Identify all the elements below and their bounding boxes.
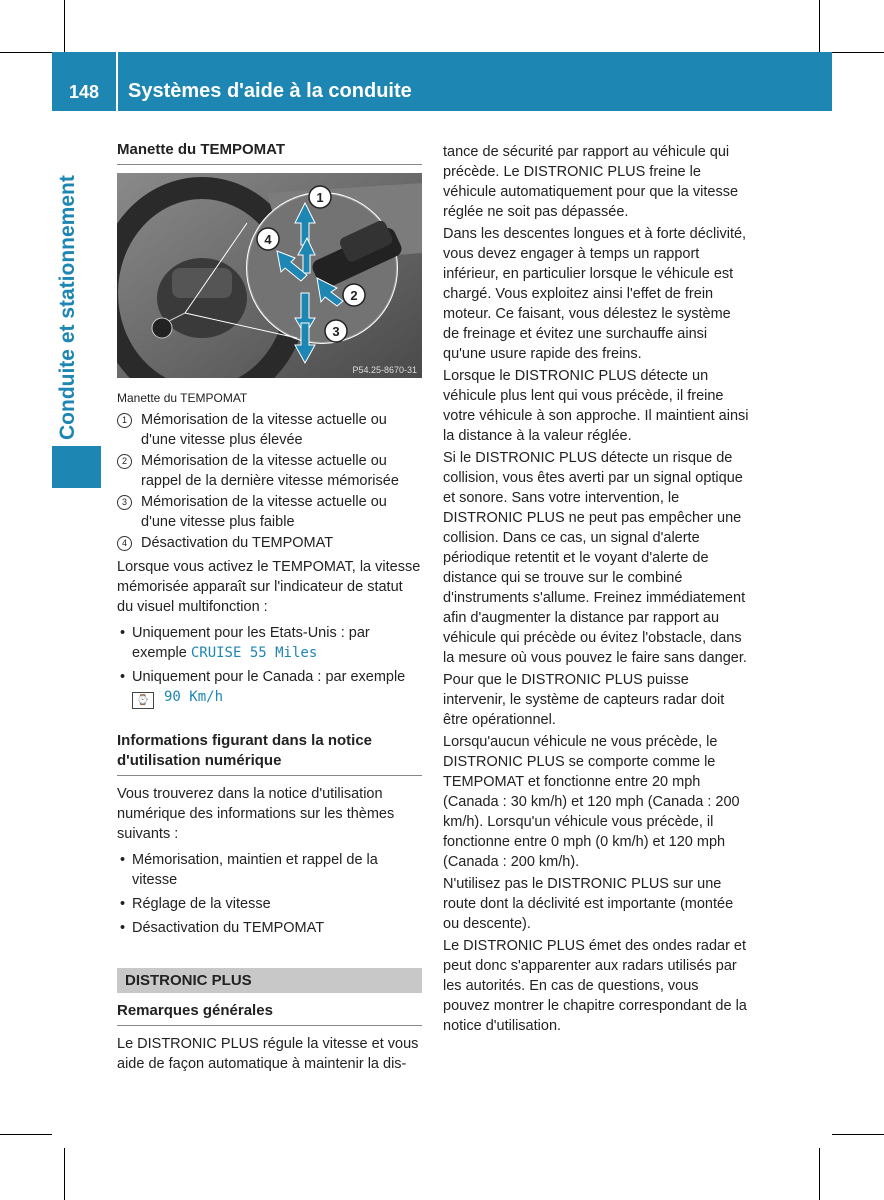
- speedometer-icon: ⌚: [132, 692, 154, 709]
- list-item: [117, 623, 422, 663]
- list-item: [117, 850, 422, 890]
- callout-3-label: 3: [332, 324, 340, 339]
- callout-3: [325, 320, 347, 342]
- page-title: Systèmes d'aide à la conduite: [128, 80, 412, 102]
- list-item: [117, 667, 422, 709]
- numbered-list: [117, 410, 422, 553]
- page-header: [52, 52, 832, 111]
- item-text: Mémorisation de la vitesse actuelle ou d'une vitesse plus élevée: [141, 412, 387, 448]
- bullet-list: [117, 623, 422, 709]
- figure-code: P54.25-8670-31: [352, 365, 417, 375]
- paragraph: Lorsque le DISTRONIC PLUS détecte un véhicule plus lent qui vous précède, il freine votre véhicule à son approche. Il maintient ainsi la distance à la valeur réglée.: [443, 368, 749, 444]
- left-column: [117, 140, 422, 1074]
- callout-4: [257, 228, 279, 250]
- paragraph: Dans les descentes longues et à forte déclivité, vous devez engager à temps un rapport inférieur, en particulier lorsque le véhicule est chargé. Vous exploitez ainsi l'effet de frein moteur. Ce faisant, vous délestez le système de freinage et évitez une surchauffe ainsi qu'une usure rapide des freins.: [443, 226, 747, 362]
- figure-caption: Manette du TEMPOMAT: [117, 391, 248, 405]
- paragraph: Lorsque vous activez le TEMPOMAT, la vitesse mémorisée apparaît sur l'indicateur de statut du visuel multifonction :: [117, 559, 421, 615]
- bullet-icon: •: [120, 669, 126, 685]
- paragraph: Lorsqu'aucun véhicule ne vous précède, le DISTRONIC PLUS se comporte comme le TEMPOMAT et fonctionne entre 20 mph (Canada : 30 km/h) et 120 mph (Canada : 200 km/h). Lorsqu'un véhicule vous précède, il fonctionne entre 0 mph (0 km/h) et 120 mph (Canada : 200 km/h).: [443, 734, 740, 870]
- display-text-speed: 90 Km/h: [164, 689, 224, 705]
- crop-mark: [0, 1134, 52, 1135]
- list-item: [117, 918, 422, 938]
- section-heading-tempomat: Manette du TEMPOMAT: [117, 140, 422, 165]
- paragraph: Vous trouverez dans la notice d'utilisation numérique des informations sur les thèmes suivants :: [117, 786, 395, 842]
- item-number: 4: [117, 536, 132, 551]
- list-item: [117, 533, 422, 553]
- item-number: 3: [117, 495, 132, 510]
- crop-mark: [64, 0, 65, 52]
- chapter-tab: [52, 446, 101, 488]
- paragraph: tance de sécurité par rapport au véhicule qui précède. Le DISTRONIC PLUS freine le véhicule automatiquement pour que la vitesse réglée ne soit pas dépassée.: [443, 144, 739, 220]
- page-number: 148: [68, 82, 100, 102]
- item-text: Uniquement pour les Etats-Unis : par exemple: [132, 625, 370, 661]
- tempomat-lever-figure: [117, 173, 422, 378]
- list-item: [117, 492, 422, 532]
- paragraph: Le DISTRONIC PLUS régule la vitesse et vous aide de façon automatique à maintenir la dis-: [117, 1036, 419, 1072]
- bullet-icon: •: [120, 625, 126, 641]
- section-heading-info: Informations figurant dans la notice d'utilisation numérique: [117, 731, 422, 776]
- paragraph: Pour que le DISTRONIC PLUS puisse intervenir, le système de capteurs radar doit être opérationnel.: [443, 672, 725, 728]
- bullet-icon: •: [120, 920, 126, 936]
- display-text-cruise: CRUISE 55 Miles: [190, 645, 318, 661]
- paragraph: Si le DISTRONIC PLUS détecte un risque de collision, vous êtes averti par un signal optique et sonore. Sans votre intervention, le DISTRONIC PLUS ne peut pas empêcher une collision. Dans ce cas, un signal d'alerte périodique retentit et le voyant d'alerte de distance qui se trouve sur le combiné d'instruments s'allume. Freinez immédiatement afin d'augmenter la distance par rapport au véhicule qui précède ou évitez l'obstacle, dans la mesure où vous pouvez le faire sans danger.: [443, 450, 747, 666]
- crop-mark: [0, 52, 52, 53]
- item-text: Désactivation du TEMPOMAT: [141, 535, 334, 551]
- item-text: Mémorisation de la vitesse actuelle ou d'une vitesse plus faible: [141, 494, 387, 530]
- crop-mark: [819, 0, 820, 52]
- bullet-list: [117, 850, 422, 938]
- item-text: Désactivation du TEMPOMAT: [132, 920, 325, 936]
- crop-mark: [832, 52, 884, 53]
- right-column: [443, 142, 749, 1038]
- item-number: 2: [117, 454, 132, 469]
- item-text: Mémorisation de la vitesse actuelle ou rappel de la dernière vitesse mémorisée: [141, 453, 399, 489]
- crop-mark: [64, 1148, 65, 1200]
- bullet-icon: •: [120, 852, 126, 868]
- item-text: Mémorisation, maintien et rappel de la vitesse: [132, 852, 378, 888]
- bullet-icon: •: [120, 896, 126, 912]
- paragraph: N'utilisez pas le DISTRONIC PLUS sur une route dont la déclivité est importante (montée ou descente).: [443, 876, 734, 932]
- chapter-label: Conduite et stationnement: [56, 175, 79, 440]
- header-divider: [116, 52, 118, 111]
- callout-2-label: 2: [350, 288, 358, 303]
- crop-mark: [819, 1148, 820, 1200]
- list-item: [117, 451, 422, 491]
- callout-1-label: 1: [316, 190, 324, 205]
- crop-mark: [832, 1134, 884, 1135]
- tempomat-lever-illustration: [117, 173, 422, 378]
- section-heading-general: Remarques générales: [117, 1001, 422, 1026]
- callout-2: [343, 284, 365, 306]
- item-text: Uniquement pour le Canada : par exemple: [132, 669, 406, 685]
- item-text: Réglage de la vitesse: [132, 896, 271, 912]
- paragraph: Le DISTRONIC PLUS émet des ondes radar et peut donc s'apparenter aux radars utilisés par les autorités. En cas de questions, vous pouvez montrer le chapitre correspondant de la notice d'utilisation.: [443, 938, 747, 1034]
- list-item: [117, 894, 422, 914]
- section-heading-distronic: DISTRONIC PLUS: [117, 968, 422, 993]
- callout-4-label: 4: [264, 232, 272, 247]
- callout-1: [309, 186, 331, 208]
- list-item: [117, 410, 422, 450]
- item-number: 1: [117, 413, 132, 428]
